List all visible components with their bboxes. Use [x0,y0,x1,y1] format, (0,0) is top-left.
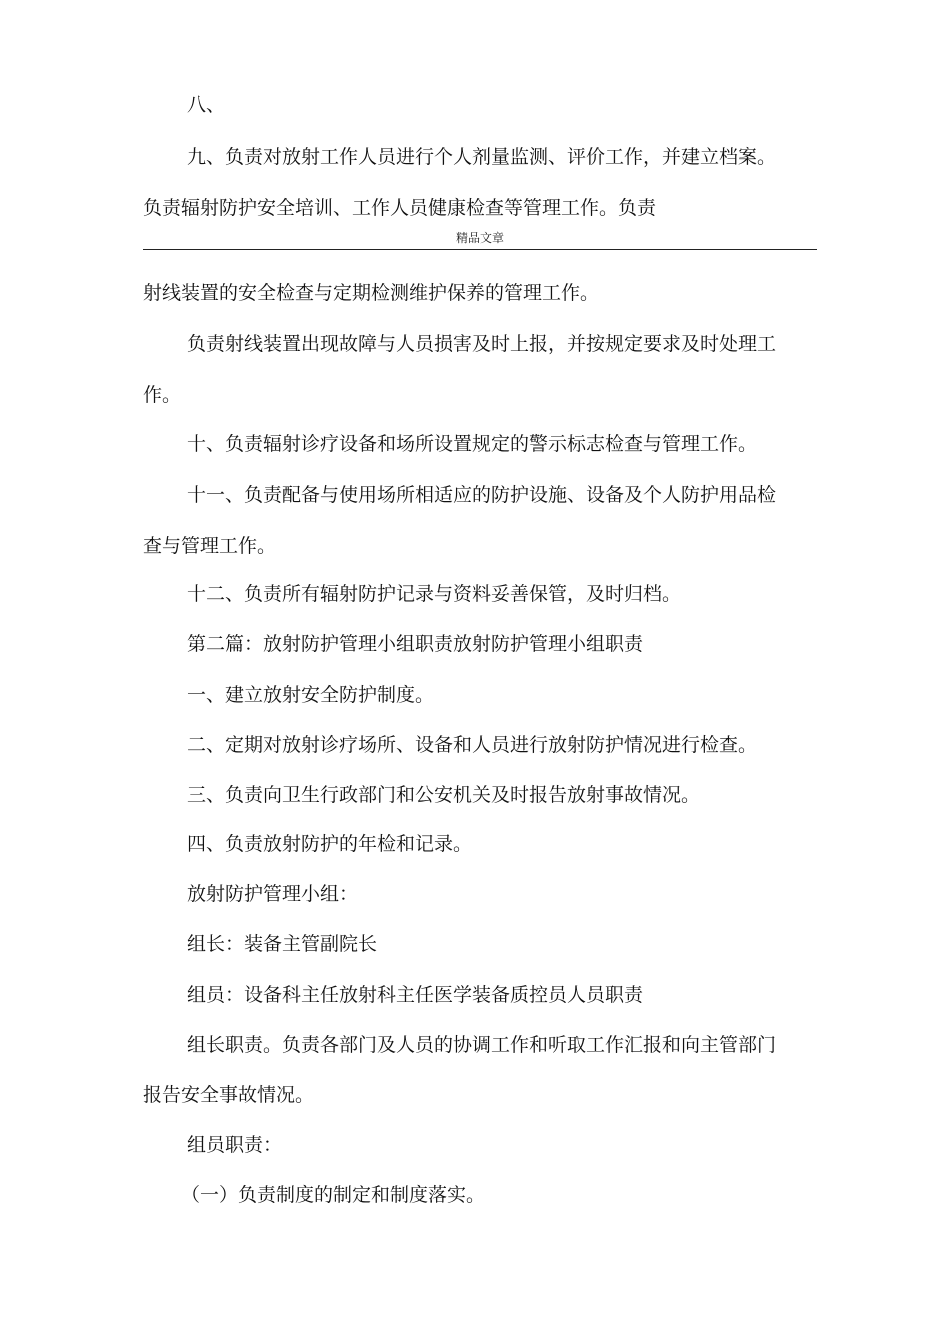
text-line-14: 三、负责向卫生行政部门和公安机关及时报告放射事故情况。 [187,784,701,806]
text-line-21: 组员职责： [187,1134,283,1156]
text-line-2: 九、负责对放射工作人员进行个人剂量监测、评价工作，并建立档案。 [187,146,777,168]
text-line-7: 十、负责辐射诊疗设备和场所设置规定的警示标志检查与管理工作。 [187,433,758,455]
text-line-4: 射线装置的安全检查与定期检测维护保养的管理工作。 [143,282,600,304]
text-line-11: 第二篇：放射防护管理小组职责放射防护管理小组职责 [187,633,644,655]
text-line-18: 组员：设备科主任放射科主任医学装备质控员人员职责 [187,984,644,1006]
text-line-9: 查与管理工作。 [143,535,277,557]
text-line-20: 报告安全事故情况。 [143,1084,315,1106]
text-line-10: 十二、负责所有辐射防护记录与资料妥善保管，及时归档。 [187,583,682,605]
text-line-6: 作。 [143,384,182,406]
text-line-16: 放射防护管理小组： [187,883,359,905]
text-line-5: 负责射线装置出现故障与人员损害及时上报，并按规定要求及时处理工 [187,333,777,355]
text-line-17: 组长：装备主管副院长 [187,933,378,955]
text-line-8: 十一、负责配备与使用场所相适应的防护设施、设备及个人防护用品检 [187,484,777,506]
text-line-1: 八、 [187,94,226,116]
text-line-15: 四、负责放射防护的年检和记录。 [187,833,473,855]
text-line-3: 负责辐射防护安全培训、工作人员健康检查等管理工作。负责 [143,197,657,219]
page-divider [143,249,817,250]
text-line-22: （一）负责制度的制定和制度落实。 [181,1184,486,1206]
text-line-12: 一、建立放射安全防护制度。 [187,684,435,706]
text-line-13: 二、定期对放射诊疗场所、设备和人员进行放射防护情况进行检查。 [187,734,758,756]
text-line-19: 组长职责。负责各部门及人员的协调工作和听取工作汇报和向主管部门 [187,1034,777,1056]
page-footer-label: 精品文章 [455,231,504,245]
